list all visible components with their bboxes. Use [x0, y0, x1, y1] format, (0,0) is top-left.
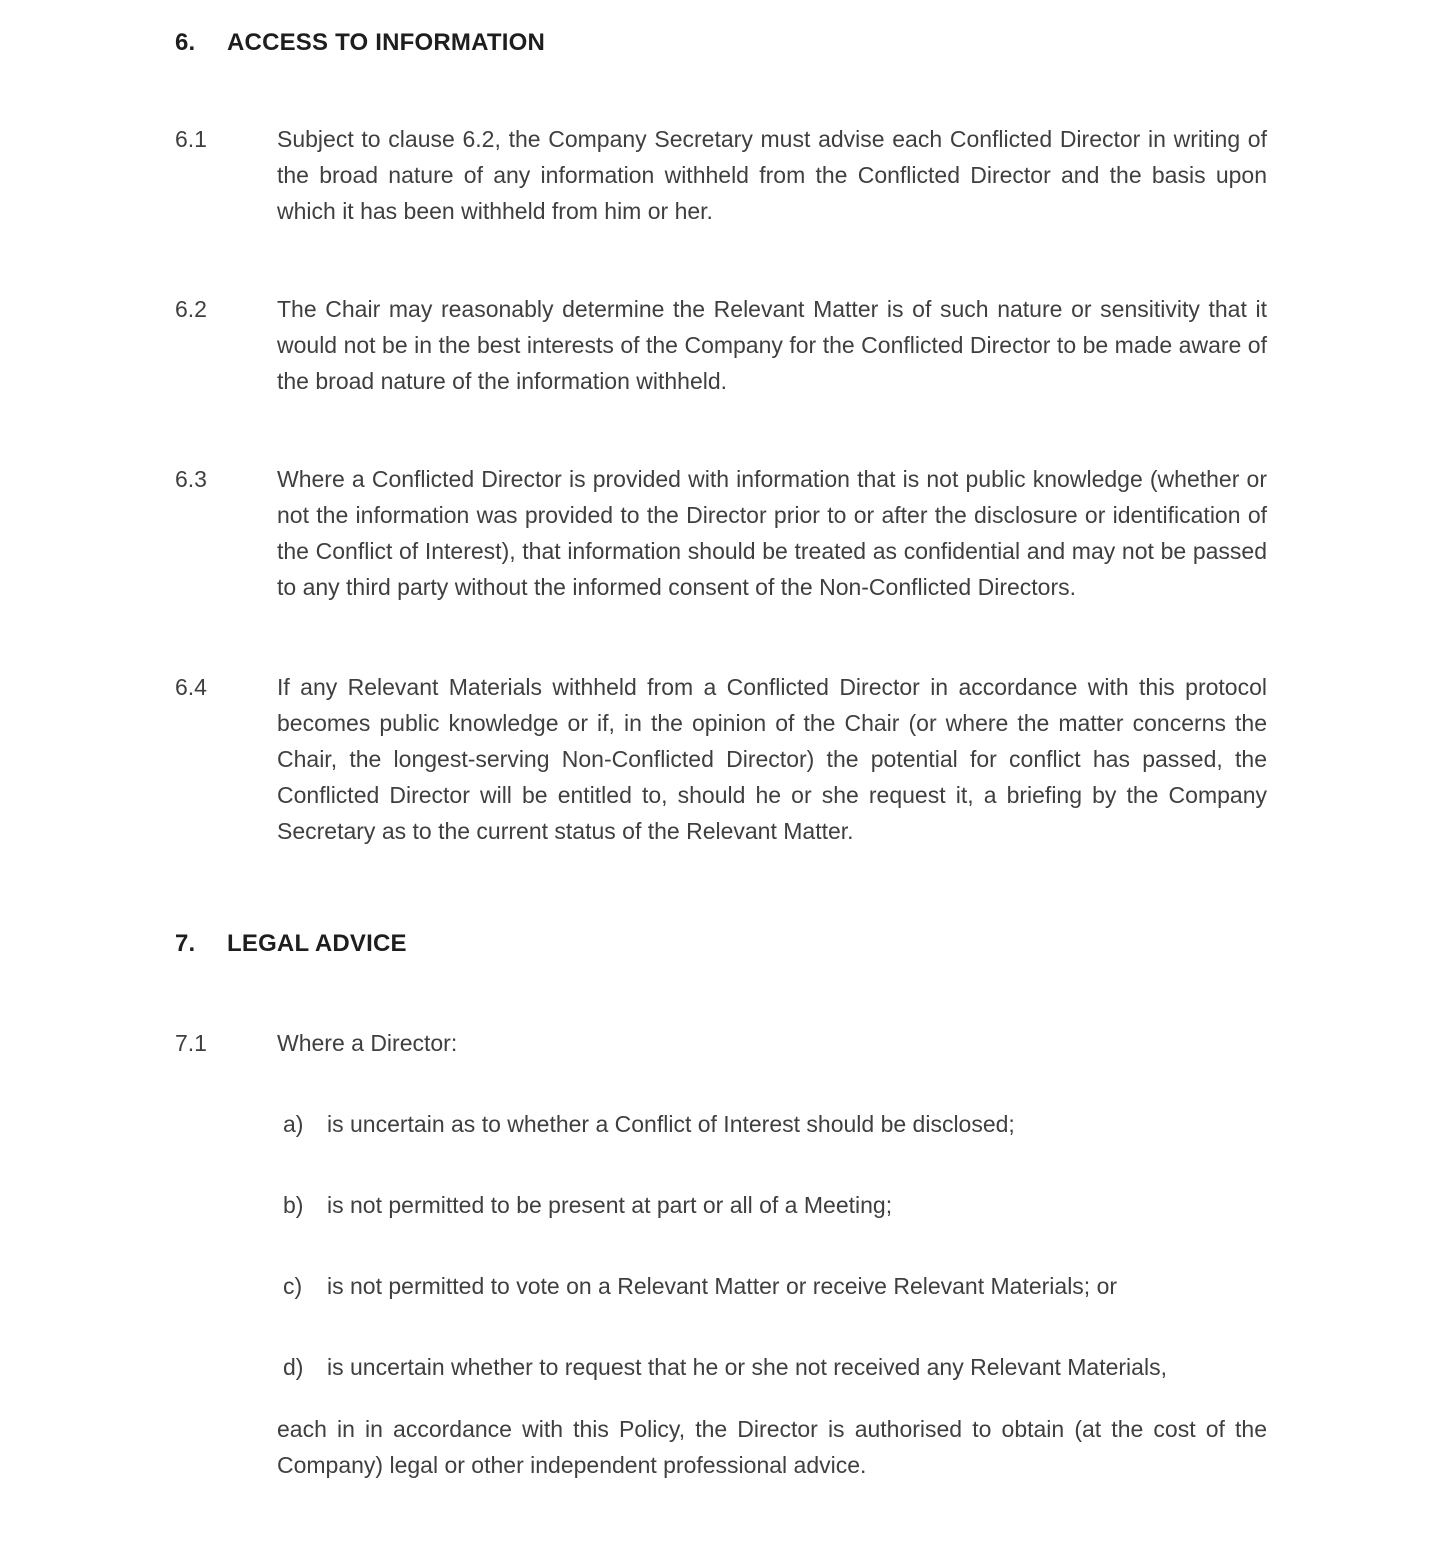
clause-7-1-closing-text: each in in accordance with this Policy, the Director is authorised to obtain (at the cost of the Company) legal or other independent professional advice. [277, 1416, 1267, 1478]
section-7-number: 7. [175, 930, 196, 957]
section-6-title: ACCESS TO INFORMATION [227, 29, 545, 56]
list-item-a-marker: a) [283, 1111, 304, 1137]
list-item-a-text: is uncertain as to whether a Conflict of Interest should be disclosed; [327, 1111, 1015, 1137]
list-item-b-marker: b) [283, 1192, 304, 1218]
clause-6-2-number: 6.2 [175, 296, 207, 322]
clause-6-3-number: 6.3 [175, 466, 207, 492]
clause-7-1-number: 7.1 [175, 1030, 207, 1056]
clause-6-4 [175, 669, 1267, 849]
clause-7-1-sublist [277, 1106, 1267, 1385]
clause-6-3 [175, 461, 1267, 605]
section-6-heading [175, 25, 1267, 61]
list-item-b-text: is not permitted to be present at part or all of a Meeting; [327, 1192, 893, 1218]
list-item-c [277, 1268, 1267, 1304]
clause-6-1 [175, 121, 1267, 229]
clause-6-1-number: 6.1 [175, 126, 207, 152]
section-7-title: LEGAL ADVICE [227, 930, 407, 957]
list-item-d-text: is uncertain whether to request that he or she not received any Relevant Materials, [327, 1354, 1167, 1380]
clause-6-2-text: The Chair may reasonably determine the Relevant Matter is of such nature or sensitivity that it would not be in the best interests of the Company for the Conflicted Director to be made aware of the broad nature of the information withheld. [277, 296, 1267, 394]
clause-6-1-text: Subject to clause 6.2, the Company Secretary must advise each Conflicted Director in writing of the broad nature of any information withheld from the Conflicted Director and the basis upon which it has been withheld from him or her. [277, 126, 1267, 224]
clause-6-3-text: Where a Conflicted Director is provided with information that is not public knowledge (whether or not the information was provided to the Director prior to or after the disclosure or identification of the Conflict of Interest), that information should be treated as confidential and may not be passed to any third party without the informed consent of the Non-Conflicted Directors. [277, 466, 1267, 600]
list-item-c-text: is not permitted to vote on a Relevant Matter or receive Relevant Materials; or [327, 1273, 1118, 1299]
list-item-a [277, 1106, 1267, 1142]
section-7-heading [175, 926, 1267, 962]
clause-6-4-text: If any Relevant Materials withheld from a Conflicted Director in accordance with this protocol becomes public knowledge or if, in the opinion of the Chair (or where the matter concerns the Chair, the longest-serving Non-Conflicted Director) the potential for conflict has passed, the Conflicted Director will be entitled to, should he or she request it, a briefing by the Company Secretary as to the current status of the Relevant Matter. [277, 674, 1267, 844]
list-item-d [277, 1349, 1267, 1385]
list-item-b [277, 1187, 1267, 1223]
list-item-d-marker: d) [283, 1354, 304, 1380]
list-item-c-marker: c) [283, 1273, 303, 1299]
clause-6-2 [175, 291, 1267, 399]
clause-7-1-text: Where a Director: [277, 1030, 458, 1056]
clause-6-4-number: 6.4 [175, 674, 207, 700]
section-6-number: 6. [175, 29, 196, 56]
clause-7-1 [175, 1025, 1267, 1061]
